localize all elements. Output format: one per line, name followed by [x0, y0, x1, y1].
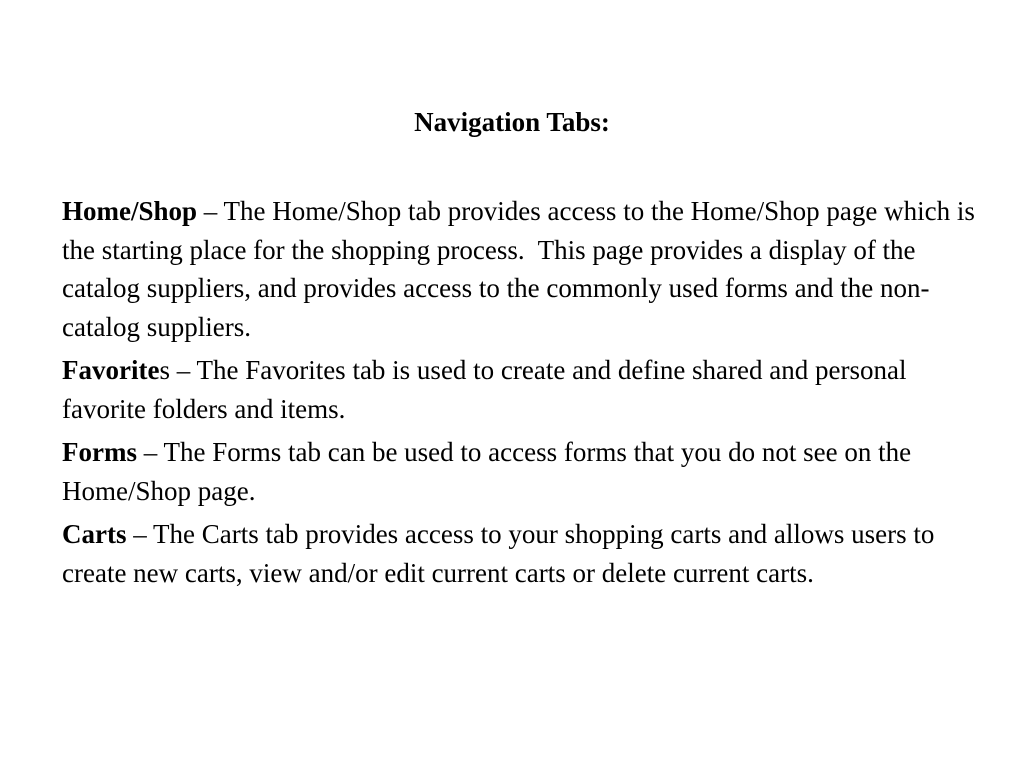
page-title: Navigation Tabs: — [414, 107, 610, 137]
term-carts: Carts — [62, 519, 127, 549]
paragraph-forms — [62, 433, 977, 510]
term-home-shop: Home/Shop — [62, 196, 198, 226]
term-suffix: s — [159, 355, 170, 385]
paragraph-home-shop — [62, 192, 977, 346]
description-home-shop: – The Home/Shop tab provides access to the Home/Shop page which is the starting place for the shopping process. This page provides a display of the catalog suppliers, and provides access to the commonly used forms and the non-catalog suppliers. — [62, 196, 975, 342]
description-forms: – The Forms tab can be used to access forms that you do not see on the Home/Shop page. — [62, 437, 912, 506]
paragraph-favorites — [62, 351, 977, 428]
description-carts: – The Carts tab provides access to your shopping carts and allows users to create new carts, view and/or edit current carts or delete current carts. — [62, 519, 935, 588]
description-favorites: – The Favorites tab is used to create and define shared and personal favorite folders and items. — [62, 355, 907, 424]
paragraph-carts — [62, 515, 977, 592]
tab-descriptions — [62, 192, 977, 597]
term-favorites: Favorite — [62, 355, 160, 385]
term-forms: Forms — [62, 437, 137, 467]
